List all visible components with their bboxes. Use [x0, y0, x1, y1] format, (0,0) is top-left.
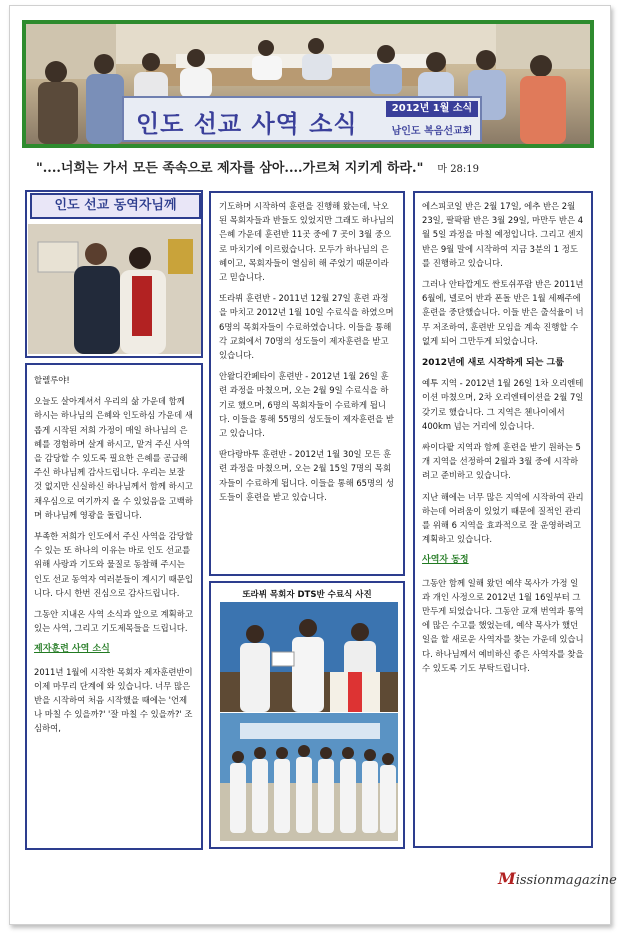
middle-paragraph: 딴다랑바투 훈련반 - 2012년 1월 30일 모든 훈련 과정을 마쳤으며, 오는 2월 15일 7명의 목회자들이 수료하게 됩니다. 이들을 통해 65명의 성도들이 훈련을 받고 있습니다.: [219, 449, 394, 502]
bible-quote: [36, 157, 596, 176]
staff-news-heading: 사역자 동정: [422, 555, 469, 566]
greeting: 할렐루야!: [34, 375, 70, 385]
graduation-photo-box: [209, 581, 405, 849]
couple-illustration: [28, 224, 201, 354]
newsletter-title: 인도 선교 사역 소식: [136, 109, 358, 138]
right-paragraph: 그러나 안타깝게도 싼토쉬푸람 반은 2011년 6월에, 넬로어 반과 폰돌 반은 1월 세째주에 훈련을 중단했습니다. 이들 반은 출석율이 너무 저조하여, 훈련반 모임을 계속 진행할 수 없게 되어 그만두게 되었습니다.: [422, 279, 584, 346]
title-box: [122, 96, 482, 142]
graduation-photo-2: [220, 713, 398, 841]
discipleship-heading: 제자훈련 사역 소식: [34, 644, 110, 655]
photo-caption: 또라뷔 목회자 DTS반 수료식 사진: [242, 590, 372, 600]
middle-column: [209, 191, 405, 576]
right-paragraph: 예투 지역 - 2012년 1월 26일 1차 오리엔테이션 마쳤으며, 2차 오리엔테이션을 2월 7일 갖기로 했습니다. 그 지역은 첸나이에서 400km 넘는 거리에 있습니다.: [422, 378, 584, 431]
right-paragraph: 싸이다팥 지역과 함께 훈련을 받기 원하는 5개 지역을 선정하여 2월과 3월 중에 시작하려고 준비하고 있습니다.: [422, 442, 581, 481]
right-column: [413, 191, 593, 848]
middle-paragraph: 기도하며 시작하여 훈련을 진행해 왔는데, 낙오된 목회자들과 반들도 있었지만 그래도 하나님의 은혜 가운데 훈련반 11곳 중에 7 곳이 3월 중으로 마치기에 이르렀습니다. 모두가 하나님의 은혜이고, 목회자들이 열심히 해 주었기 때문이라고 믿습니다.: [219, 201, 395, 283]
new-groups-heading: 2012년에 새로 시작하게 되는 그룹: [422, 358, 564, 369]
right-paragraph: 에스피코일 반은 2월 17일, 에추 반은 2월 23일, 팔팍팜 반은 3월 29일, 마만두 반은 4월 5일 과정을 마칠 예정입니다. 그리고 센지 반은 9월 말에 시작하여 지금 3분의 1 정도를 진행하고 있습니다.: [422, 201, 584, 268]
left-paragraph: 2011년 1월에 시작한 목회자 제자훈련반이 이제 마무리 단계에 와 있습니다. 너무 많은 반을 시작하여 처음 시작했을 때에는 '언제나 마칠 수 있을까?' '잘 마칠 수 있을까?' 조심하여,: [34, 666, 193, 734]
missionary-couple-photo: [28, 224, 201, 354]
middle-paragraph: 안왈디칸페타이 훈련반 - 2012년 1월 26일 훈련 과정을 마쳤으며, 오는 2월 9일 수료식을 하기로 했으며, 6명의 목회자들이 수료하게 됩니다. 이들을 통해 55명의 성도들이 제자훈련을 받고 있습니다.: [219, 371, 394, 439]
left-paragraph: 그동안 지내온 사역 소식과 앞으로 계획하고 있는 사역, 그리고 기도제목들을 드립니다.: [34, 609, 193, 634]
church-name: 남인도 복음선교회: [391, 126, 473, 137]
section-label-partners: 인도 선교 동역자님께: [30, 193, 201, 219]
group-graduation-illustration: [220, 713, 398, 841]
middle-paragraph: 또라뷔 훈련반 - 2011년 12월 27일 훈련 과정을 마치고 2012년 1월 10일 수료식을 하였으며 6명의 목회자들이 수료하였습니다. 이들을 통해 각 교회에서 70명의 성도들이 제자훈련을 받고 있습니다.: [219, 293, 394, 361]
quote-text: "....너희는 가서 모든 족속으로 제자를 삼아....가르쳐 지키게 하라.": [36, 161, 424, 176]
quote-reference: 마 28:19: [437, 164, 480, 175]
left-paragraph: 부족한 저희가 인도에서 주신 사역을 감당할 수 있는 또 하나의 이유는 바로 인도 선교를 위해 사랑과 기도와 물질로 동참해 주시는 인도 선교 동역자 여러분들이 계시기 때문입니다. 다시 한번 진심으로 감사드립니다.: [34, 531, 193, 598]
left-paragraph: 오늘도 살아계셔서 우리의 삶 가운데 함께 하시는 하나님의 은혜와 인도하심 가운데 새롭게 시작된 저희 가정이 매일 하나님의 은혜를 경험하며 살게 하시고, 맡겨 주신 사역을 감당할 수 있도록 필요한 은혜를 공급해 주신 하나님께 감사드립니다. 우리는 보잘 것 없지만 신실하신 하나님께서 함께 하시고 채우심으로 여기까지 올 수 있었음을 고백하며 하나님께 영광을 돌립니다.: [34, 396, 193, 520]
date-badge: 2012년 1월 소식: [386, 101, 478, 117]
left-column: [25, 363, 203, 850]
header-photo: [22, 20, 594, 148]
mission-magazine-logo: Missionmagazine: [498, 869, 617, 888]
graduation-photo-1: [220, 602, 398, 712]
right-paragraph: 그동안 함께 일해 왔던 예샥 목사가 가정 일과 개인 사정으로 2012년 1월 16일부터 그만두게 되었습니다. 그동안 교재 번역과 통역에 많은 수고를 했었는데, 예샥 목사가 했던 일을 할 새로운 사역자를 찾는 가운데 있습니다. 하나님께서 예비하신 좋은 사역자를 찾을 수 있도록 기도 부탁드립니다.: [422, 577, 584, 673]
right-paragraph: 지난 해에는 너무 많은 지역에 시작하여 관리하는데 어려움이 있었기 때문에 질적인 관리를 위해 6 지역을 효과적으로 잘 운영하려고 계획하고 있습니다.: [422, 491, 584, 545]
certificate-illustration: [220, 602, 398, 712]
